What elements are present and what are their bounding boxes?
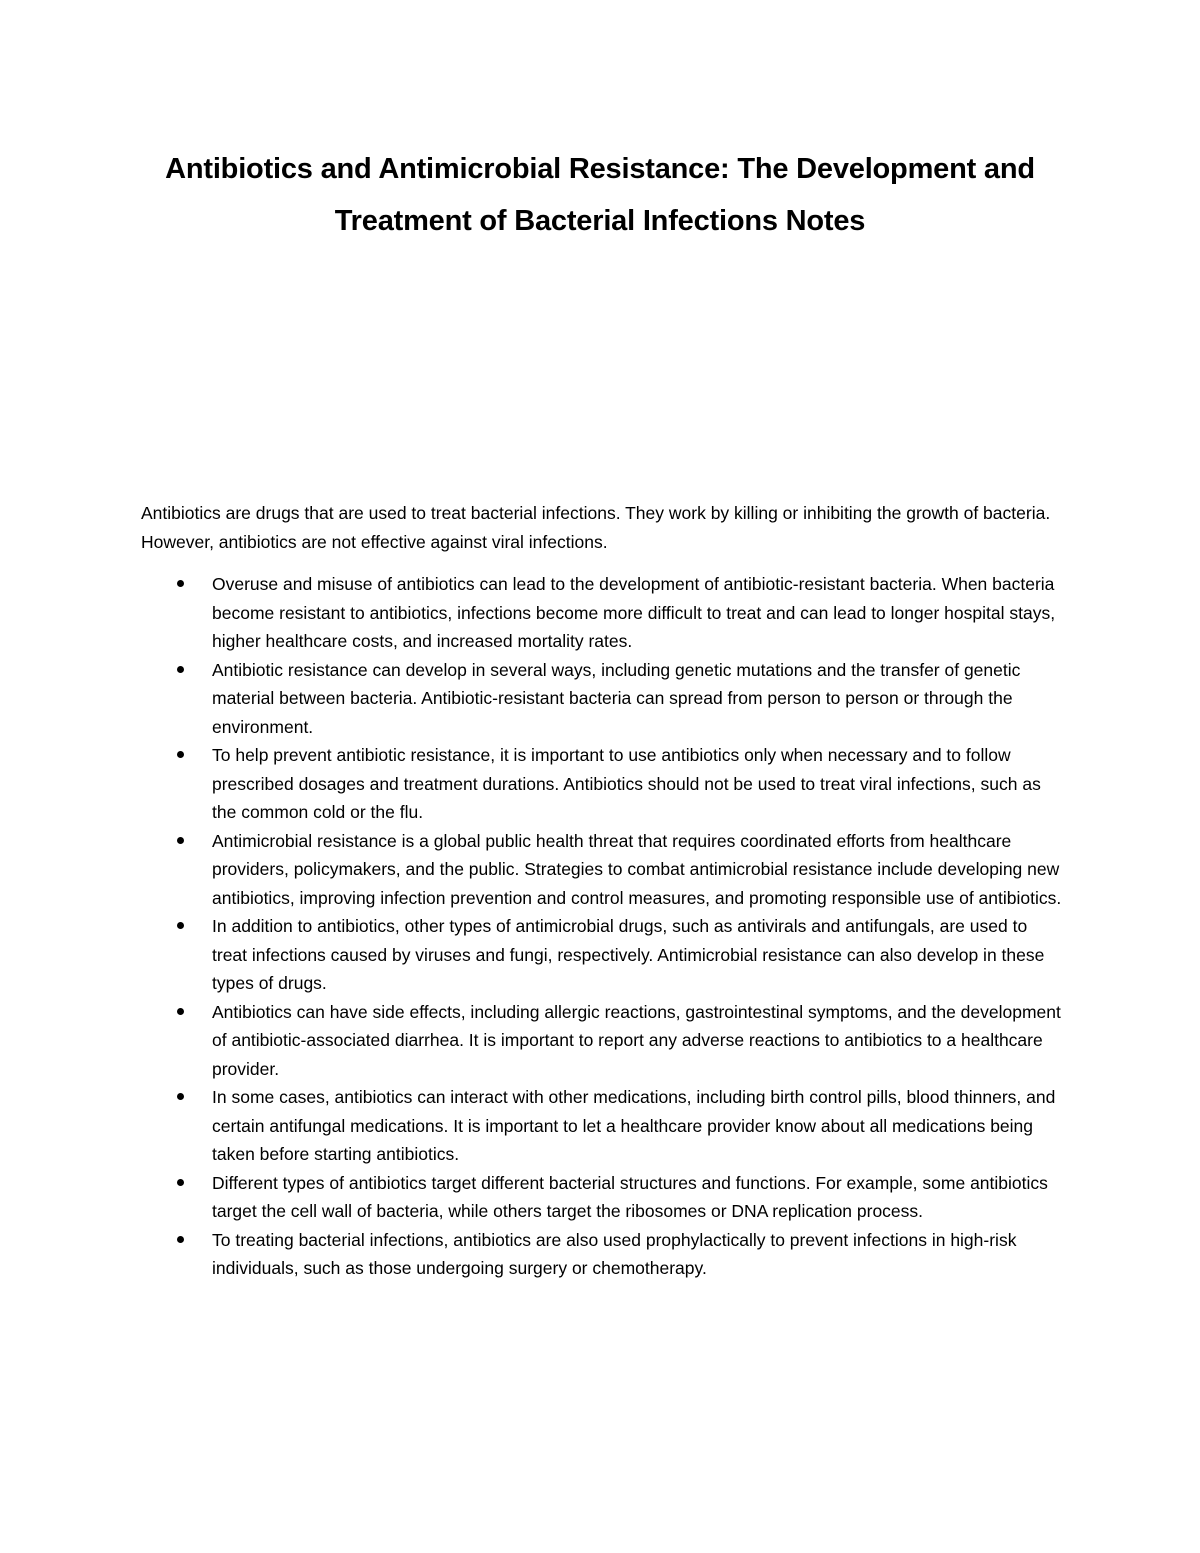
- list-item: [141, 741, 1066, 827]
- list-item-text: Different types of antibiotics target different bacterial structures and functions. For example, some antibiotics target the cell wall of bacteria, while others target the ribosomes or DNA replication process.: [212, 1172, 1048, 1221]
- bullet-icon: [177, 1093, 184, 1100]
- list-item-text: To help prevent antibiotic resistance, it is important to use antibiotics only when necessary and to follow prescribed dosages and treatment durations. Antibiotics should not be used to treat viral infections, such as the common cold or the flu.: [212, 745, 1041, 822]
- list-item-text: Overuse and misuse of antibiotics can lead to the development of antibiotic-resistant bacteria. When bacteria become resistant to antibiotics, infections become more difficult to treat and can lead to longer hospital stays, higher healthcare costs, and increased mortality rates.: [212, 574, 1056, 651]
- list-item: [141, 1226, 1066, 1283]
- bullet-icon: [177, 1008, 184, 1015]
- list-item: [141, 912, 1066, 998]
- bullet-icon: [177, 837, 184, 844]
- list-item: [141, 1169, 1066, 1226]
- list-item-text: In addition to antibiotics, other types of antimicrobial drugs, such as antivirals and antifungals, are used to treat infections caused by viruses and fungi, respectively. Antimicrobial resistance can also develop in these types of drugs.: [212, 916, 1045, 993]
- list-item: [141, 1083, 1066, 1169]
- list-item-text: To treating bacterial infections, antibiotics are also used prophylactically to prevent infections in high-risk individuals, such as those undergoing surgery or chemotherapy.: [212, 1229, 1017, 1278]
- list-item-text: Antibiotic resistance can develop in several ways, including genetic mutations and the transfer of genetic material between bacteria. Antibiotic-resistant bacteria can spread from person to person or through the environment.: [212, 659, 1021, 737]
- list-item: [141, 656, 1066, 742]
- bullet-icon: [177, 922, 184, 929]
- list-item: [141, 998, 1066, 1084]
- intro-paragraph: Antibiotics are drugs that are used to treat bacterial infections. They work by killing or inhibiting the growth of bacteria. However, antibiotics are not effective against viral infections.: [141, 503, 1051, 552]
- bullet-icon: [177, 666, 184, 673]
- bullet-icon: [177, 1236, 184, 1243]
- list-item: [141, 827, 1066, 913]
- bullet-icon: [177, 751, 184, 758]
- list-item-text: In some cases, antibiotics can interact with other medications, including birth control pills, blood thinners, and certain antifungal medications. It is important to let a healthcare provider know about all medications being taken before starting antibiotics.: [212, 1087, 1056, 1164]
- bullet-icon: [177, 580, 184, 587]
- document-title: Antibiotics and Antimicrobial Resistance: The Development and Treatment of Bacterial Infections Notes: [165, 153, 1035, 237]
- list-item-text: Antibiotics can have side effects, including allergic reactions, gastrointestinal symptoms, and the development of antibiotic-associated diarrhea. It is important to report any adverse reactions to antibiotics to a healthcare provider.: [212, 1001, 1061, 1079]
- bullet-icon: [177, 1179, 184, 1186]
- list-item-text: Antimicrobial resistance is a global public health threat that requires coordinated efforts from healthcare providers, policymakers, and the public. Strategies to combat antimicrobial resistance include developing new antibiotics, improving infection prevention and control measures, and promoting responsible use of antibiotics.: [212, 830, 1062, 908]
- list-item: [141, 570, 1066, 656]
- bullet-list: [141, 570, 1066, 1283]
